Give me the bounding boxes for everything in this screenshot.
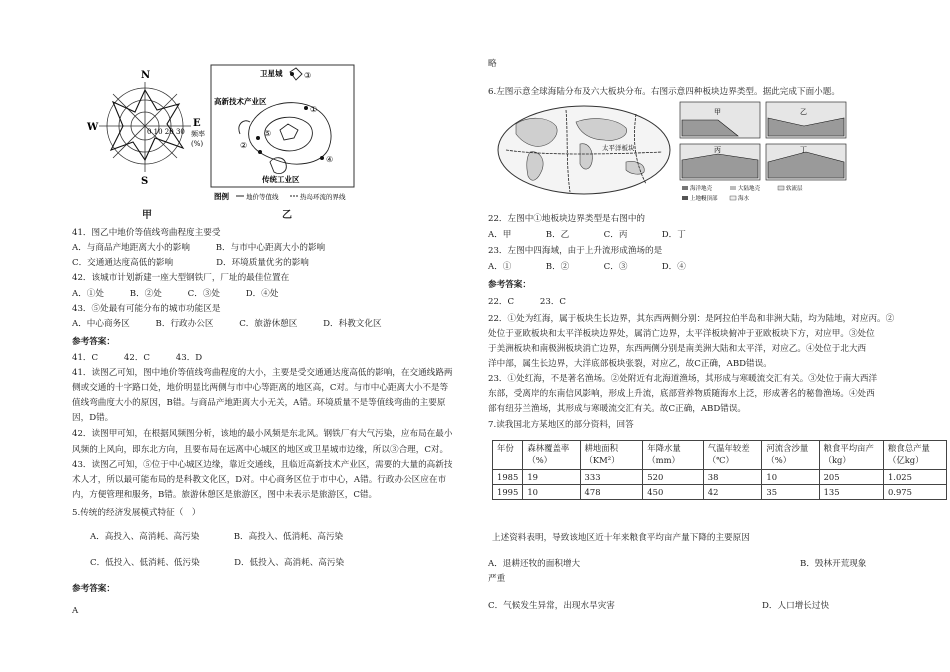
panel-jia: 甲 [714, 108, 721, 116]
after-line-3: 严重 [488, 574, 506, 584]
left-line-10: 侧或交通的十字路口处，地价明显比两侧与市中心等距离的地区高，C对。与市中心距离大小不是等 [72, 383, 449, 393]
table-header-cell: 粮食总产量（亿kg） [883, 441, 946, 470]
right-line-0: 22．左图中①地板块边界类型是右图中的 [488, 214, 646, 224]
table-cell: 333 [580, 470, 643, 485]
right-line-12: 部有纽芬兰渔场，其形成与寒暖流交汇有关。故C正确，ABD错误。 [488, 404, 747, 414]
table-cell: 35 [762, 485, 819, 500]
pacific-plate-label: 太平洋板块 [602, 144, 635, 152]
figure-jia-label: 甲 [142, 210, 152, 221]
satellite-city-label: 卫星城 [260, 69, 283, 78]
table-header-cell: 粮食平均亩产（kg） [819, 441, 883, 470]
right-line-7: 处位于亚欧板块和太平洋板块边界处，属消亡边界，太平洋板块俯冲于亚欧板块下方，对应甲。③处位 [488, 329, 875, 339]
left-line-11: 值线弯曲度大小的原因，B错。与商品产地距离大小无关，A错。环境质量不是等值线弯曲的主要原 [72, 398, 446, 408]
marker-1: ① [310, 105, 318, 114]
table-header-cell: 气温年较差（℃） [703, 441, 762, 470]
table-cell: 135 [819, 485, 883, 500]
table-row [493, 470, 947, 485]
scale-label: 0 10 20 30 [147, 128, 185, 136]
legend-item-1: 地价等值线 [246, 193, 279, 201]
right-top-text: 略 [488, 59, 497, 69]
right-line-6: 22．①处为红海，属于板块生长边界，其东西两侧分别：是阿拉伯半岛和非洲大陆，均为陆地，对应丙。② [488, 314, 895, 324]
hitech-zone-label: 高新技术产业区 [214, 97, 267, 106]
table-cell: 205 [819, 470, 883, 485]
table-header-cell: 年份 [493, 441, 523, 470]
legend-continental: 大陆地壳 [738, 186, 761, 192]
marker-5: ⑤ [264, 129, 272, 138]
table-cell: 450 [643, 485, 703, 500]
left-line-19: A．高投入、高消耗、高污染 B．高投入、低消耗、高污染 [90, 532, 344, 542]
pct-label: (%) [191, 140, 204, 148]
right-line-11: 东部，受离岸的东南信风影响，形成上升流，底部营养物质随海水上泛，形成著名的秘鲁渔场。④处西 [488, 389, 875, 399]
after-line-0: 上述资料表明，导致该地区近十年来粮食平均亩产量下降的主要原因 [492, 533, 750, 543]
right-line-4: 参考答案： [488, 280, 531, 290]
right-line-10: 23．①处红海，不是著名渔场。②处附近有北海道渔场，其形成与寒暖流交汇有关。③处位于南大西洋 [488, 374, 878, 384]
after-line-5: D．人口增长过快 [762, 601, 830, 611]
right-line-1: A．甲 B．乙 C．丙 D．丁 [488, 230, 686, 240]
left-line-7: 参考答案： [72, 337, 115, 347]
left-line-9: 41．读图乙可知，图中地价等值线弯曲程度的大小，主要是受交通通达度高低的影响，在交通线路两 [72, 368, 453, 378]
left-line-16: 术人才，所以最可能布局的是科教文化区，D对。中心商务区位于市中心，A错。行政办公区应在市 [72, 475, 447, 485]
left-line-14: 风频的上风向，即东北方向，且要布局在远离中心城区的地区或卫星城市边缘，所以③合理，C对。 [72, 445, 449, 455]
table-header-cell: 河流含沙量（%） [762, 441, 819, 470]
right-line-8: 于美洲板块和南极洲板块消亡边界，东西两侧分别是南美洲大陆和太平洋，对应乙。④处位于北大西 [488, 344, 867, 354]
left-line-22: A [72, 606, 79, 616]
table-cell: 42 [703, 485, 762, 500]
left-line-20: C．低投入、低消耗、低污染 D．低投入、高消耗、高污染 [90, 558, 345, 568]
after-line-4: C．气候发生异常，出现水旱灾害 [488, 601, 615, 611]
question-6-stem: 6.左图示意全球海陆分布及六大板块分布。右图示意四种板块边界类型。据此完成下面小题。 [488, 87, 840, 97]
left-line-6: A．中心商务区 B．行政办公区 C．旅游休憩区 D．科教文化区 [72, 319, 382, 329]
table-cell: 0.975 [883, 485, 946, 500]
table-cell: 1.025 [883, 470, 946, 485]
world-plate-map [496, 104, 672, 196]
left-line-12: 因，D错。 [72, 413, 114, 423]
panel-bing: 丙 [714, 146, 721, 154]
right-line-2: 23．左图中四海域，由于上升流形成渔场的是 [488, 246, 663, 256]
compass-s: S [141, 176, 149, 187]
left-line-17: 内，方便管理和服务，B错。旅游休憩区是旅游区，图中未表示是旅游区，C错。 [72, 490, 378, 500]
left-line-5: 43．⑤处最有可能分布的城市功能区是 [72, 304, 221, 314]
legend-item-2: 热岛环流的界线 [300, 193, 346, 201]
compass-n: N [141, 70, 151, 81]
table-cell: 520 [643, 470, 703, 485]
plate-boundary-diagram [678, 100, 848, 212]
table-cell: 1995 [493, 485, 523, 500]
table-cell: 10 [523, 485, 580, 500]
panel-yi: 乙 [800, 108, 807, 116]
table-cell: 10 [762, 470, 819, 485]
legend-title: 图例 [214, 192, 229, 201]
right-line-3: A．① B．② C．③ D．④ [488, 262, 686, 272]
left-line-8: 41．C 42．C 43．D [72, 353, 203, 363]
marker-4: ④ [326, 155, 334, 164]
table-header-cell: 森林覆盖率（%） [523, 441, 580, 470]
left-line-2: C．交通通达度高低的影响 D．环境质量优劣的影响 [72, 258, 309, 268]
legend-upper-mantle: 上地幔顶部 [690, 196, 718, 202]
right-line-9: 洋中部，属生长边界，大洋底部板块张裂，对应乙，故C正确，ABD错误。 [488, 359, 772, 369]
wind-rose-figure [85, 68, 210, 208]
compass-w: W [87, 122, 99, 133]
panel-ding: 丁 [800, 146, 807, 154]
left-line-13: 42．读图甲可知，在根据风频图分析，该地的最小风频是东北风。钢铁厂有大气污染，应布局在最小 [72, 429, 453, 439]
table-header-cell: 年降水量（mm） [643, 441, 703, 470]
table-cell: 19 [523, 470, 580, 485]
left-line-15: 43．读图乙可知，⑤位于中心城区边缘，靠近交通线，且临近高新技术产业区，需要的大量的高新技 [72, 460, 453, 470]
freq-label: 频率 [191, 130, 205, 138]
marker-3: ③ [304, 71, 312, 80]
legend-seawater: 海水 [738, 196, 750, 202]
left-line-21: 参考答案： [72, 584, 115, 594]
table-cell: 38 [703, 470, 762, 485]
traditional-industry-label: 传统工业区 [262, 175, 300, 184]
legend-asthenosphere: 软流层 [786, 186, 803, 192]
table-header-cell: 耕地面积（KM²） [580, 441, 643, 470]
figure-yi-label: 乙 [282, 210, 292, 221]
data-table [492, 440, 947, 500]
left-line-18: 5.传统的经济发展模式特征（ ） [72, 508, 201, 518]
city-map-figure [210, 64, 355, 204]
table-cell: 478 [580, 485, 643, 500]
left-line-0: 41．图乙中地价等值线弯曲程度主要受 [72, 228, 221, 238]
after-line-2: B．毁林开荒现象 [800, 559, 867, 569]
compass-e: E [193, 118, 201, 129]
right-line-13: 7.读我国北方某地区的部分资料，回答 [488, 420, 634, 430]
table-header-row [493, 441, 947, 470]
left-line-4: A．①处 B．②处 C．③处 D．④处 [72, 289, 279, 299]
legend-oceanic: 海洋地壳 [690, 186, 713, 192]
after-line-1: A．退耕还牧的面积增大 [488, 559, 581, 569]
marker-2: ② [240, 141, 248, 150]
table-cell: 1985 [493, 470, 523, 485]
left-line-3: 42．该城市计划新建一座大型钢铁厂，厂址的最佳位置在 [72, 273, 290, 283]
table-row [493, 485, 947, 500]
right-line-5: 22．C 23．C [488, 297, 566, 307]
left-line-1: A．与商品产地距离大小的影响 B．与市中心距离大小的影响 [72, 243, 326, 253]
